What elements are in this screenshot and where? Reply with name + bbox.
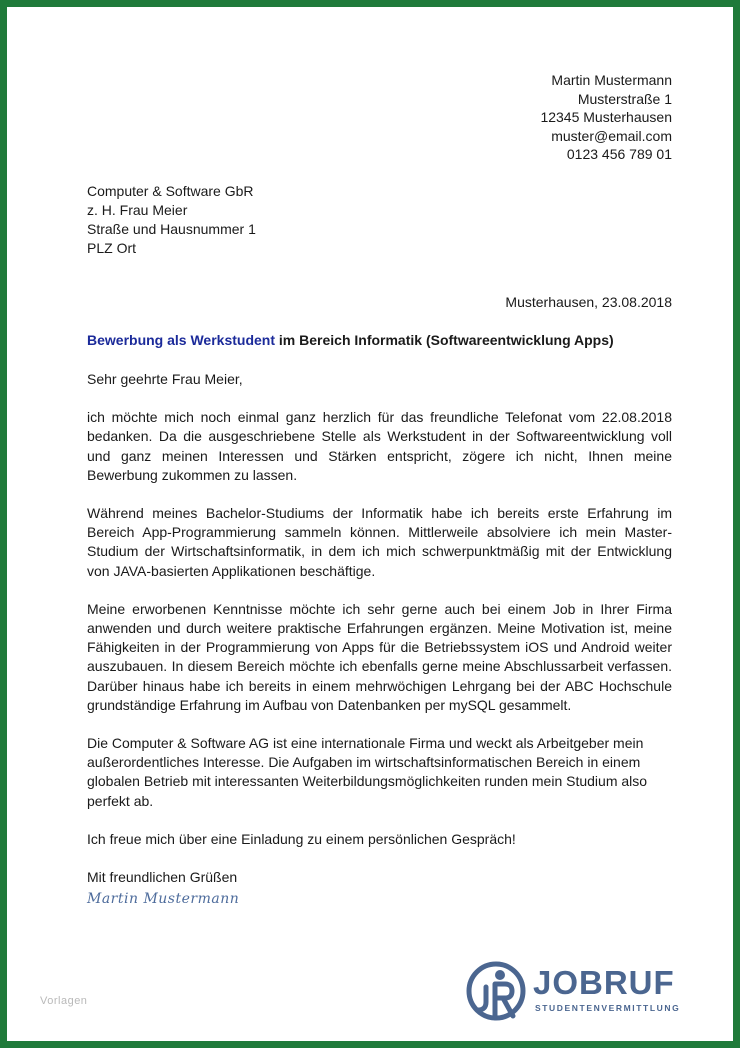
jobruf-logo — [465, 960, 687, 1022]
sender-name: Martin Mustermann — [551, 72, 672, 88]
recipient-address — [87, 182, 256, 258]
paragraph-2: Während meines Bachelor-Studiums der Informatik habe ich bereits erste Erfahrung im Bereich App-Programmierung sammeln können. Mittlerweile absolviere ich mein Master-Studium der Wirtschaftsinformatik, in dem ich mich schwerpunktmäßig mit der Entwicklung von JAVA-basierten Applikationen beschäftige. — [87, 505, 672, 579]
sender-street: Musterstraße 1 — [577, 90, 672, 107]
sender-phone: 0123 456 789 01 — [566, 146, 672, 163]
recipient-attention: z. H. Frau Meier — [87, 202, 188, 218]
subject-rest: im Bereich Informatik (Softwareentwicklung Apps) — [275, 332, 614, 348]
sender-address — [540, 71, 672, 164]
subject-highlight: Bewerbung als Werkstudent — [87, 332, 276, 348]
sender-email: muster@email.com — [551, 127, 672, 144]
recipient-company: Computer & Software GbR — [87, 183, 254, 199]
jobruf-logo-icon — [465, 960, 529, 1022]
logo-tagline: STUDENTENVERMITTLUNG — [535, 1003, 681, 1013]
watermark-text: Vorlagen — [40, 995, 88, 1007]
closing: Mit freundlichen Grüßen — [87, 869, 238, 886]
date-line: Musterhausen, 23.08.2018 — [505, 294, 672, 310]
recipient-street: Straße und Hausnummer 1 — [87, 221, 256, 237]
salutation: Sehr geehrte Frau Meier, — [87, 371, 243, 387]
logo-name: JOBRUF — [533, 964, 675, 1001]
paragraph-4: Die Computer & Software AG ist eine internationale Firma und weckt als Arbeitgeber mein außerordentliches Interesse. Die Aufgaben im wirtschaftsinformatischen Bereich in einem globalen Betrieb mit interessanten Weiterbildungsmöglichkeiten runden mein Studium also perfekt ab. — [87, 735, 648, 809]
paragraph-1: ich möchte mich noch einmal ganz herzlich für das freundliche Telefonat vom 22.08.2018 bedanken. Da die ausgeschriebene Stelle als Werkstudent in der Softwareentwicklung voll und ganz meinen Interessen und Stärken entspricht, zögere ich nicht, Ihnen meine Bewerbung zukommen zu lassen. — [87, 409, 672, 483]
letter-page — [7, 7, 733, 1041]
handwritten-signature: Martin Mustermann — [87, 891, 240, 907]
letter-body — [87, 370, 672, 906]
sender-city: 12345 Musterhausen — [540, 109, 672, 126]
subject-line — [87, 332, 614, 348]
recipient-city: PLZ Ort — [87, 240, 137, 256]
paragraph-5: Ich freue mich über eine Einladung zu einem persönlichen Gespräch! — [87, 830, 516, 847]
paragraph-3: Meine erworbenen Kenntnisse möchte ich sehr gerne auch bei einem Job in Ihrer Firma anwenden und durch weitere praktische Erfahrungen ergänzen. Meine Motivation ist, meine Fähigkeiten in der Programmierung von Apps für die Betriebssystem iOS und Android weiter auszubauen. In diesem Bereich möchte ich ebenfalls gerne meine Abschlussarbeit verfassen. Darüber hinaus habe ich bereits in einem mehrwöchigen Lehrgang bei der ABC Hochschule grundständige Erfahrung im Aufbau von Datenbanken per mySQL gesammelt. — [87, 600, 672, 713]
